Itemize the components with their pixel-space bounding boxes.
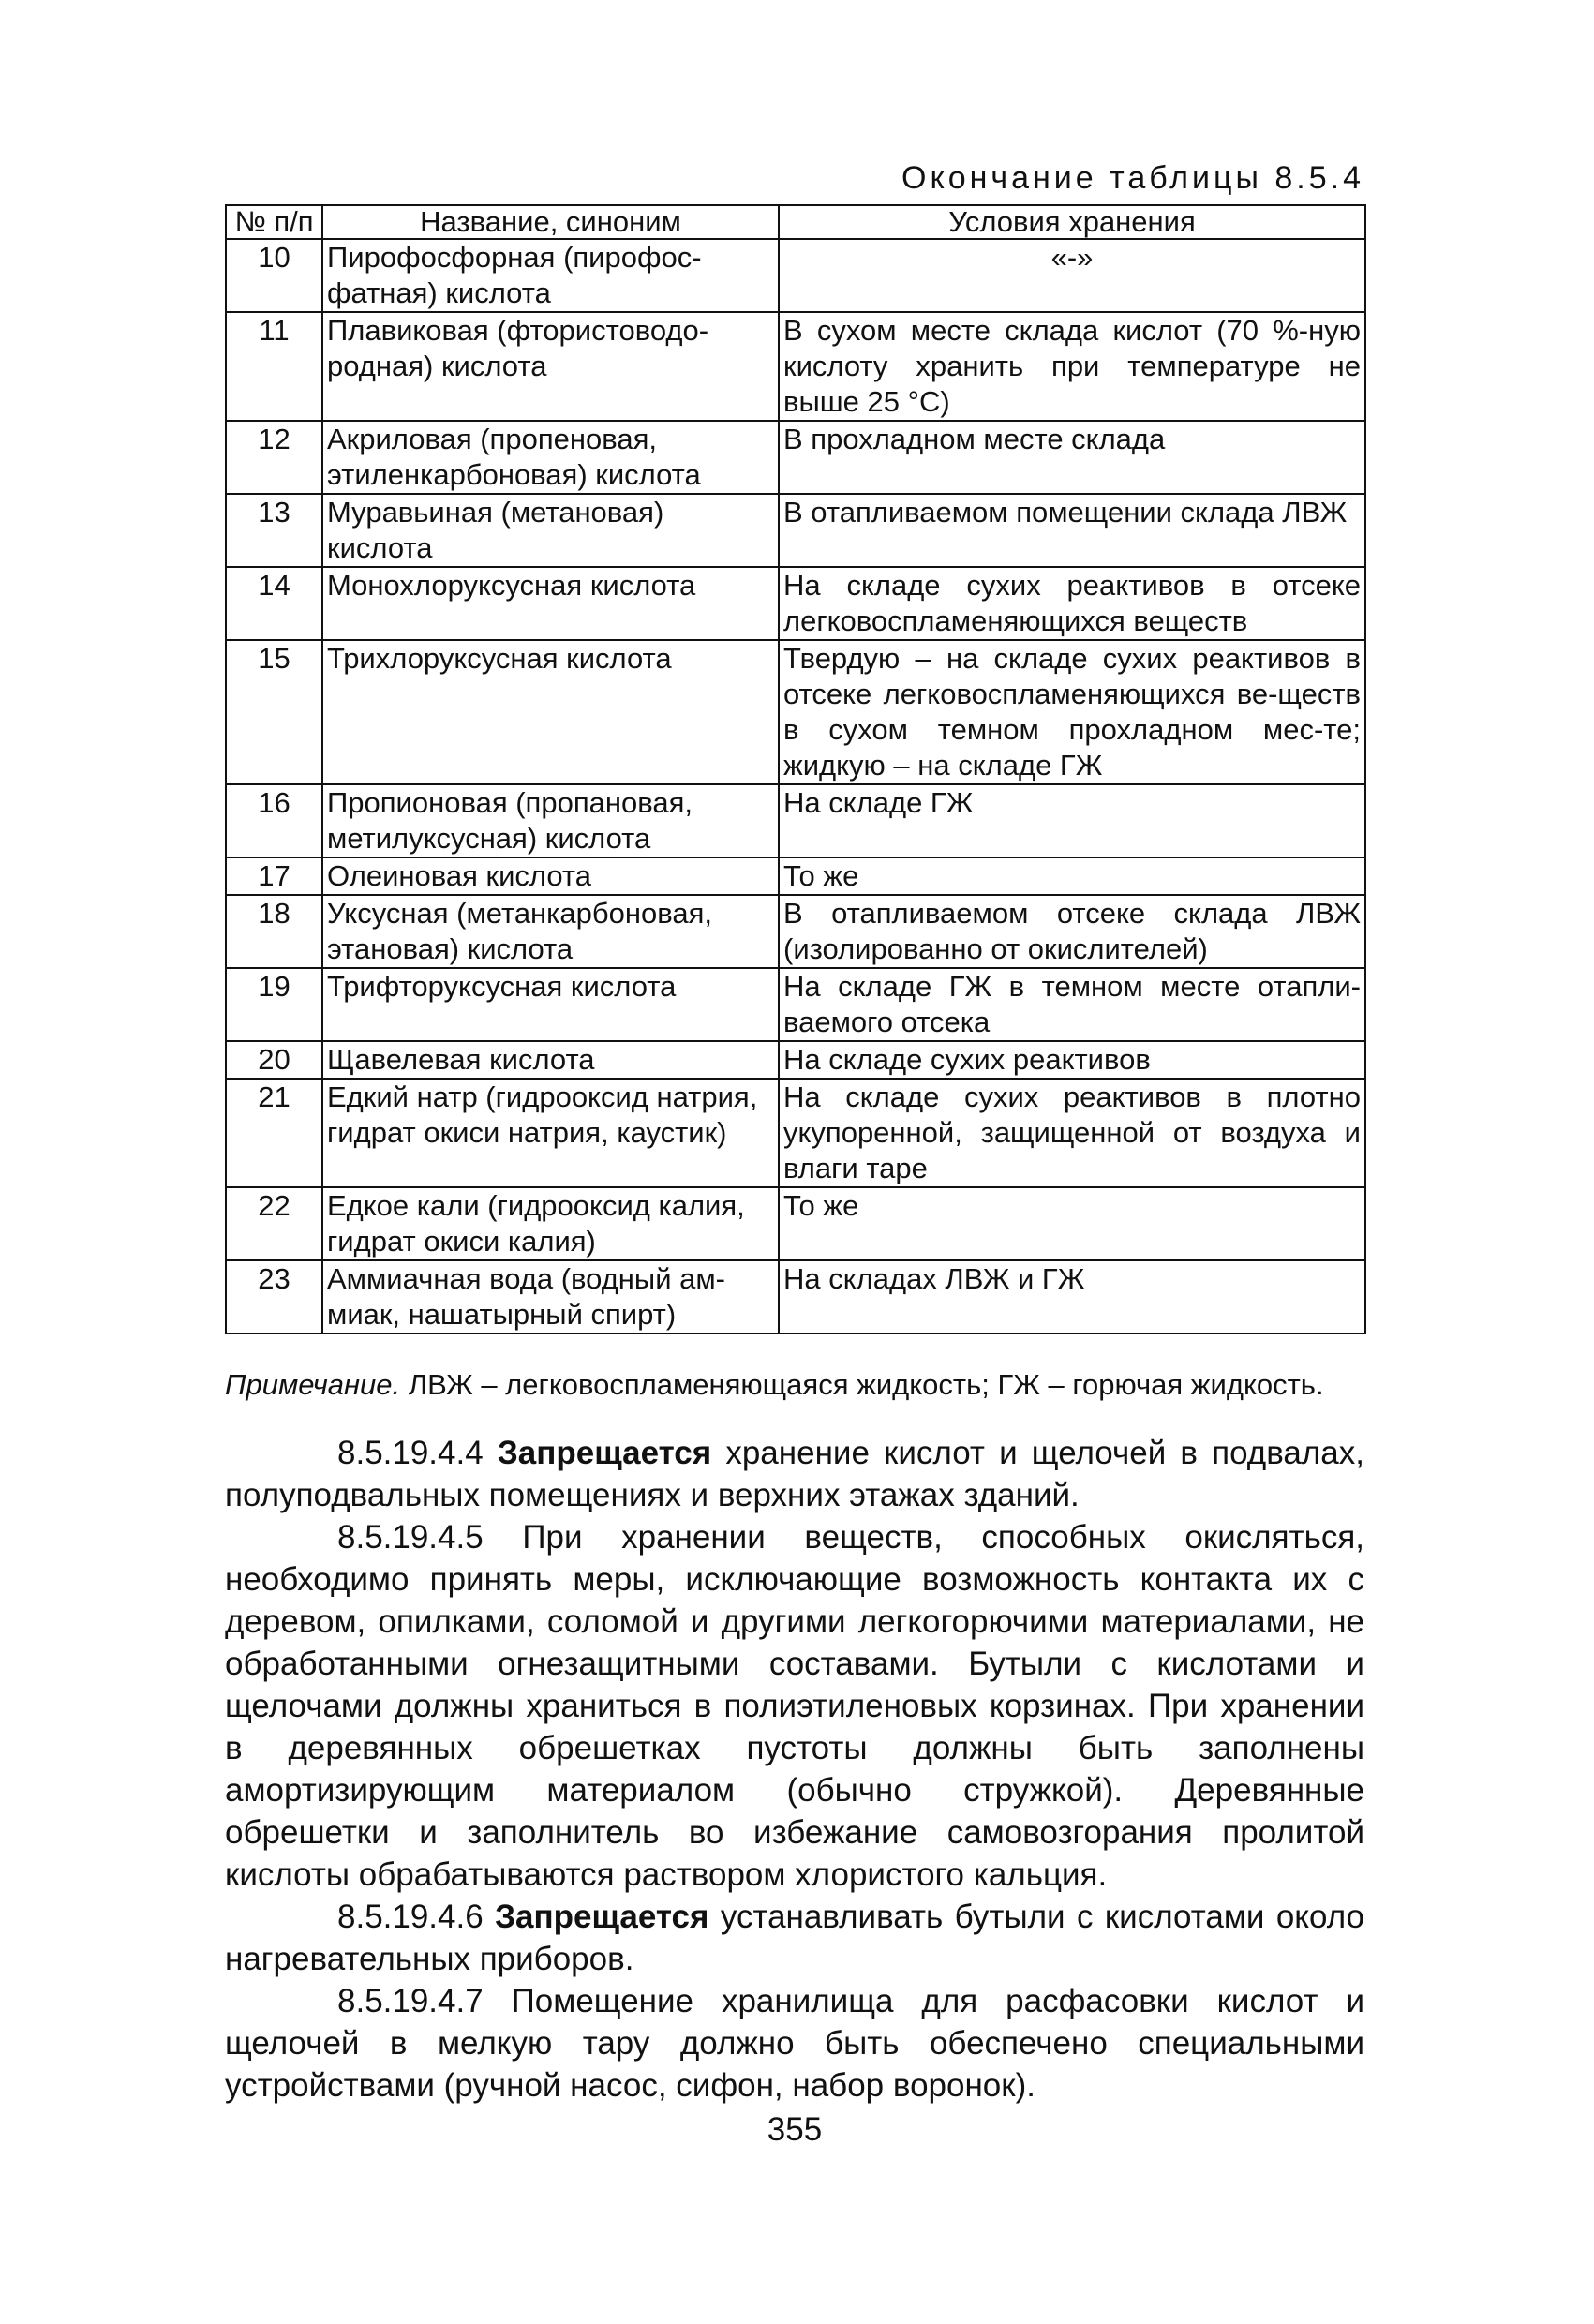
paragraph-text: устанавливать бутыли с кислотами около нагревательных приборов. <box>225 1899 1364 1977</box>
row-conditions: «-» <box>779 239 1365 312</box>
row-name: Олеиновая кислота <box>322 857 779 895</box>
paragraph-number: 8.5.19.4.5 <box>337 1519 523 1556</box>
row-conditions: В отапливаемом помещении склада ЛВЖ <box>779 494 1365 567</box>
note-text: ЛВЖ – легковоспламеняющаяся жидкость; ГЖ – горючая жидкость. <box>400 1368 1324 1401</box>
table-row <box>226 784 1365 857</box>
row-conditions: На складе ГЖ в темном месте отапли-ваемого отсека <box>779 968 1365 1041</box>
row-name: Пирофосфорная (пирофос-фатная) кислота <box>322 239 779 312</box>
row-name: Едкий натр (гидрооксид натрия, гидрат окиси натрия, каустик) <box>322 1079 779 1187</box>
row-number: 21 <box>226 1079 322 1187</box>
header-number: № п/п <box>226 205 322 239</box>
table-row <box>226 1260 1365 1333</box>
page-number: 355 <box>767 2111 823 2148</box>
row-conditions: На складах ЛВЖ и ГЖ <box>779 1260 1365 1333</box>
row-number: 14 <box>226 567 322 640</box>
row-name: Монохлоруксусная кислота <box>322 567 779 640</box>
paragraph-text: хранение кислот и щелочей в подвалах, полуподвальных помещениях и верхних этажах зданий. <box>225 1435 1364 1513</box>
row-conditions: То же <box>779 857 1365 895</box>
row-name: Трифторуксусная кислота <box>322 968 779 1041</box>
table-row <box>226 857 1365 895</box>
table-row <box>226 239 1365 312</box>
table-row <box>226 1187 1365 1260</box>
table-caption: Окончание таблицы 8.5.4 <box>901 160 1364 196</box>
row-conditions: На складе ГЖ <box>779 784 1365 857</box>
row-conditions: В отапливаемом отсеке склада ЛВЖ (изолированно от окислителей) <box>779 895 1365 968</box>
table-row <box>226 494 1365 567</box>
paragraph-emphasis: Запрещается <box>495 1899 709 1935</box>
row-name: Щавелевая кислота <box>322 1041 779 1079</box>
row-conditions: На складе сухих реактивов в плотно укупоренной, защищенной от воздуха и влаги таре <box>779 1079 1365 1187</box>
row-number: 13 <box>226 494 322 567</box>
row-number: 23 <box>226 1260 322 1333</box>
paragraph-number: 8.5.19.4.7 <box>337 1983 512 2019</box>
storage-conditions-table <box>225 204 1366 1334</box>
row-conditions: То же <box>779 1187 1365 1260</box>
paragraph-8-5-19-4-7 <box>225 1980 1364 2107</box>
row-name: Муравьиная (метановая) кислота <box>322 494 779 567</box>
table-row <box>226 640 1365 784</box>
row-number: 22 <box>226 1187 322 1260</box>
table-header-row <box>226 205 1365 239</box>
row-number: 10 <box>226 239 322 312</box>
row-conditions: Твердую – на складе сухих реактивов в отсеке легковоспламеняющихся ве-ществ в сухом темном прохладном мес-те; жидкую – на складе ГЖ <box>779 640 1365 784</box>
row-number: 19 <box>226 968 322 1041</box>
paragraph-8-5-19-4-6 <box>225 1896 1364 1980</box>
row-conditions: В прохладном месте склада <box>779 421 1365 494</box>
row-name: Уксусная (метанкарбоновая, этановая) кислота <box>322 895 779 968</box>
row-number: 15 <box>226 640 322 784</box>
paragraph-emphasis: Запрещается <box>497 1435 712 1471</box>
header-conditions: Условия хранения <box>779 205 1365 239</box>
row-number: 16 <box>226 784 322 857</box>
table-row <box>226 567 1365 640</box>
row-number: 12 <box>226 421 322 494</box>
paragraph-8-5-19-4-5 <box>225 1516 1364 1896</box>
table-note <box>225 1366 1364 1404</box>
row-number: 18 <box>226 895 322 968</box>
row-name: Едкое кали (гидрооксид калия, гидрат окиси калия) <box>322 1187 779 1260</box>
row-name: Пропионовая (пропановая, метилуксусная) кислота <box>322 784 779 857</box>
row-conditions: В сухом месте склада кислот (70 %-ную кислоту хранить при температуре не выше 25 °С) <box>779 312 1365 421</box>
body-text <box>225 1432 1364 2107</box>
table-row <box>226 895 1365 968</box>
paragraph-number: 8.5.19.4.4 <box>337 1435 498 1471</box>
paragraph-number: 8.5.19.4.6 <box>337 1899 496 1935</box>
table-row <box>226 968 1365 1041</box>
header-name: Название, синоним <box>322 205 779 239</box>
row-number: 11 <box>226 312 322 421</box>
table-row <box>226 421 1365 494</box>
row-number: 17 <box>226 857 322 895</box>
paragraph-8-5-19-4-4 <box>225 1432 1364 1516</box>
row-name: Трихлоруксусная кислота <box>322 640 779 784</box>
table-row <box>226 1041 1365 1079</box>
table-row <box>226 312 1365 421</box>
note-label: Примечание. <box>225 1368 401 1401</box>
row-name: Акриловая (пропеновая, этиленкарбоновая) кислота <box>322 421 779 494</box>
row-conditions: На складе сухих реактивов <box>779 1041 1365 1079</box>
row-name: Плавиковая (фтористоводо-родная) кислота <box>322 312 779 421</box>
row-name: Аммиачная вода (водный ам-миак, нашатырный спирт) <box>322 1260 779 1333</box>
row-number: 20 <box>226 1041 322 1079</box>
paragraph-text: Помещение хранилища для расфасовки кислот и щелочей в мелкую тару должно быть обеспечено специальными устройствами (ручной насос, сифон, набор воронок). <box>225 1983 1364 2104</box>
table-row <box>226 1079 1365 1187</box>
row-conditions: На складе сухих реактивов в отсеке легковоспламеняющихся веществ <box>779 567 1365 640</box>
document-page <box>225 159 1364 2151</box>
paragraph-text: При хранении веществ, способных окисляться, необходимо принять меры, исключающие возможность контакта их с деревом, опилками, соломой и другими легкогорючими материалами, не обработанными огнезащитными составами. Бутыли с кислотами и щелочами должны храниться в полиэтиленовых корзинах. При хранении в деревянных обрешетках пустоты должны быть заполнены амортизирующим материалом (обычно стружкой). Деревянные обрешетки и заполнитель во избежание самовозгорания пролитой кислоты обрабатываются раствором хлористого кальция. <box>225 1519 1365 1893</box>
